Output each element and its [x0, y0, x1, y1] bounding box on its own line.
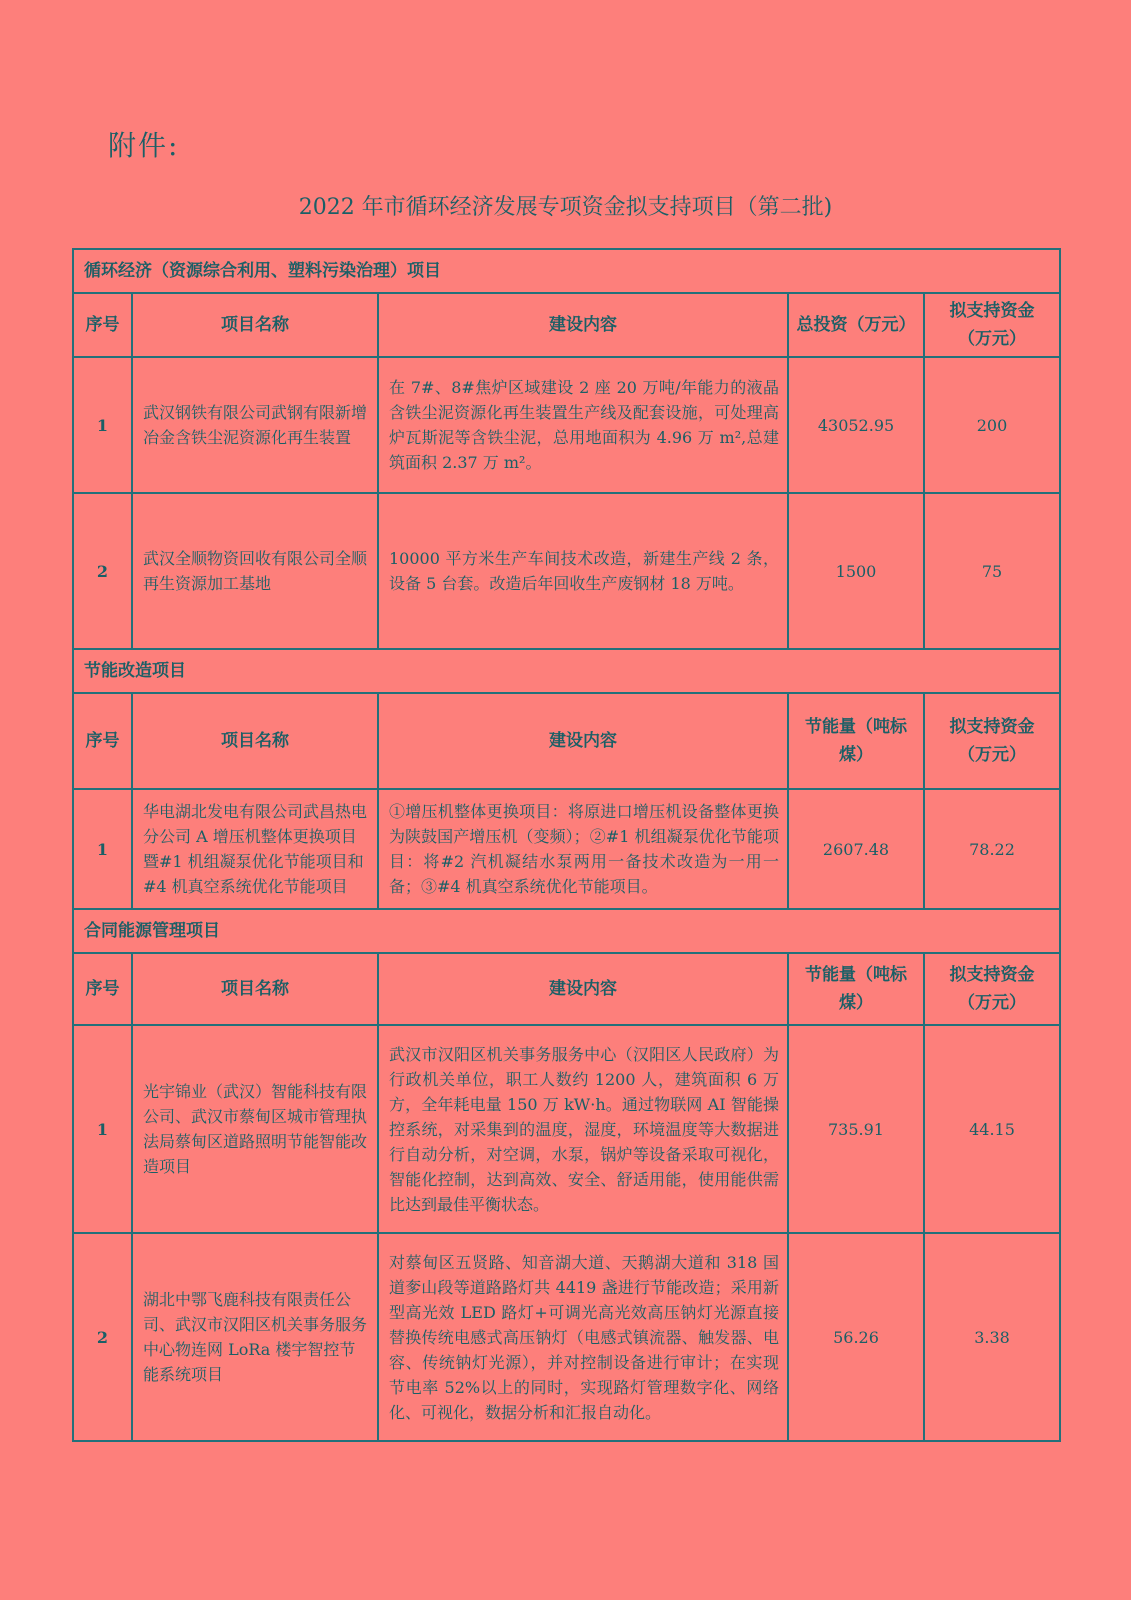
row-support: 44.15	[924, 1025, 1060, 1233]
row-project-name: 武汉全顺物资回收有限公司全顺再生资源加工基地	[132, 493, 378, 649]
row-value: 735.91	[788, 1025, 924, 1233]
row-no: 1	[73, 789, 132, 909]
table-row	[73, 1233, 1060, 1441]
section-heading-row	[73, 909, 1060, 953]
row-project-name: 湖北中鄂飞鹿科技有限责任公司、武汉市汉阳区机关事务服务中心物连网 LoRa 楼宇智控节能系统项目	[132, 1233, 378, 1441]
col-header-no: 序号	[73, 953, 132, 1025]
table-row	[73, 789, 1060, 909]
section-heading: 循环经济（资源综合利用、塑料污染治理）项目	[73, 249, 1060, 293]
table-row	[73, 1025, 1060, 1233]
col-header-support: 拟支持资金（万元）	[924, 293, 1060, 357]
row-content: ①增压机整体更换项目：将原进口增压机设备整体更换为陕鼓国产增压机（变频）；②#1 机组凝泵优化节能项目：将#2 汽机凝结水泵两用一备技术改造为一用一备；③#4 机真空系统优化节能项目。	[378, 789, 788, 909]
col-header-support: 拟支持资金（万元）	[924, 693, 1060, 789]
col-header-no: 序号	[73, 693, 132, 789]
column-header-row	[73, 953, 1060, 1025]
col-header-name: 项目名称	[132, 293, 378, 357]
column-header-row	[73, 293, 1060, 357]
row-value: 2607.48	[788, 789, 924, 909]
col-header-content: 建设内容	[378, 953, 788, 1025]
row-content: 对蔡甸区五贤路、知音湖大道、天鹅湖大道和 318 国道奓山段等道路路灯共 4419 盏进行节能改造；采用新型高光效 LED 路灯+可调光高光效高压钠灯光源直接替换传统电感式高压钠灯（电感式镇流器、触发器、电容、传统钠灯光源），并对控制设备进行审计；在实现节电率 52%以上的同时，实现路灯管理数字化、网络化、可视化，数据分析和汇报自动化。	[378, 1233, 788, 1441]
col-header-content: 建设内容	[378, 293, 788, 357]
table-row	[73, 357, 1060, 493]
col-header-value: 总投资（万元）	[788, 293, 924, 357]
row-support: 3.38	[924, 1233, 1060, 1441]
col-header-value: 节能量（吨标煤）	[788, 953, 924, 1025]
row-no: 2	[73, 493, 132, 649]
col-header-value: 节能量（吨标煤）	[788, 693, 924, 789]
col-header-name: 项目名称	[132, 693, 378, 789]
document-title: 2022 年市循环经济发展专项资金拟支持项目（第二批)	[298, 195, 833, 220]
row-support: 75	[924, 493, 1060, 649]
row-value: 56.26	[788, 1233, 924, 1441]
row-value: 43052.95	[788, 357, 924, 493]
section-heading-row	[73, 249, 1060, 293]
attachment-label: 附件:	[108, 129, 180, 162]
col-header-no: 序号	[73, 293, 132, 357]
row-content: 10000 平方米生产车间技术改造，新建生产线 2 条，设备 5 台套。改造后年回收生产废钢材 18 万吨。	[378, 493, 788, 649]
row-support: 78.22	[924, 789, 1060, 909]
row-content: 在 7#、8#焦炉区域建设 2 座 20 万吨/年能力的液晶含铁尘泥资源化再生装置生产线及配套设施，可处理高炉瓦斯泥等含铁尘泥，总用地面积为 4.96 万 m²,总建筑面积 2.37 万 m²。	[378, 357, 788, 493]
section-heading: 合同能源管理项目	[73, 909, 1060, 953]
projects-table	[72, 248, 1061, 1442]
row-no: 1	[73, 1025, 132, 1233]
row-content: 武汉市汉阳区机关事务服务中心（汉阳区人民政府）为行政机关单位，职工人数约 1200 人，建筑面积 6 万方，全年耗电量 150 万 kW·h。通过物联网 AI 智能操控系统，对采集到的温度，湿度，环境温度等大数据进行自动分析，对空调，水泵，锅炉等设备采取可视化，智能化控制，达到高效、安全、舒适用能，使用能供需比达到最佳平衡状态。	[378, 1025, 788, 1233]
row-no: 1	[73, 357, 132, 493]
section-heading-row	[73, 649, 1060, 693]
col-header-support: 拟支持资金（万元）	[924, 953, 1060, 1025]
table-row	[73, 493, 1060, 649]
section-heading: 节能改造项目	[73, 649, 1060, 693]
col-header-content: 建设内容	[378, 693, 788, 789]
row-project-name: 华电湖北发电有限公司武昌热电分公司 A 增压机整体更换项目暨#1 机组凝泵优化节能项目和#4 机真空系统优化节能项目	[132, 789, 378, 909]
row-no: 2	[73, 1233, 132, 1441]
col-header-name: 项目名称	[132, 953, 378, 1025]
row-value: 1500	[788, 493, 924, 649]
column-header-row	[73, 693, 1060, 789]
row-project-name: 光宇锦业（武汉）智能科技有限公司、武汉市蔡甸区城市管理执法局蔡甸区道路照明节能智能改造项目	[132, 1025, 378, 1233]
row-support: 200	[924, 357, 1060, 493]
row-project-name: 武汉钢铁有限公司武钢有限新增冶金含铁尘泥资源化再生装置	[132, 357, 378, 493]
